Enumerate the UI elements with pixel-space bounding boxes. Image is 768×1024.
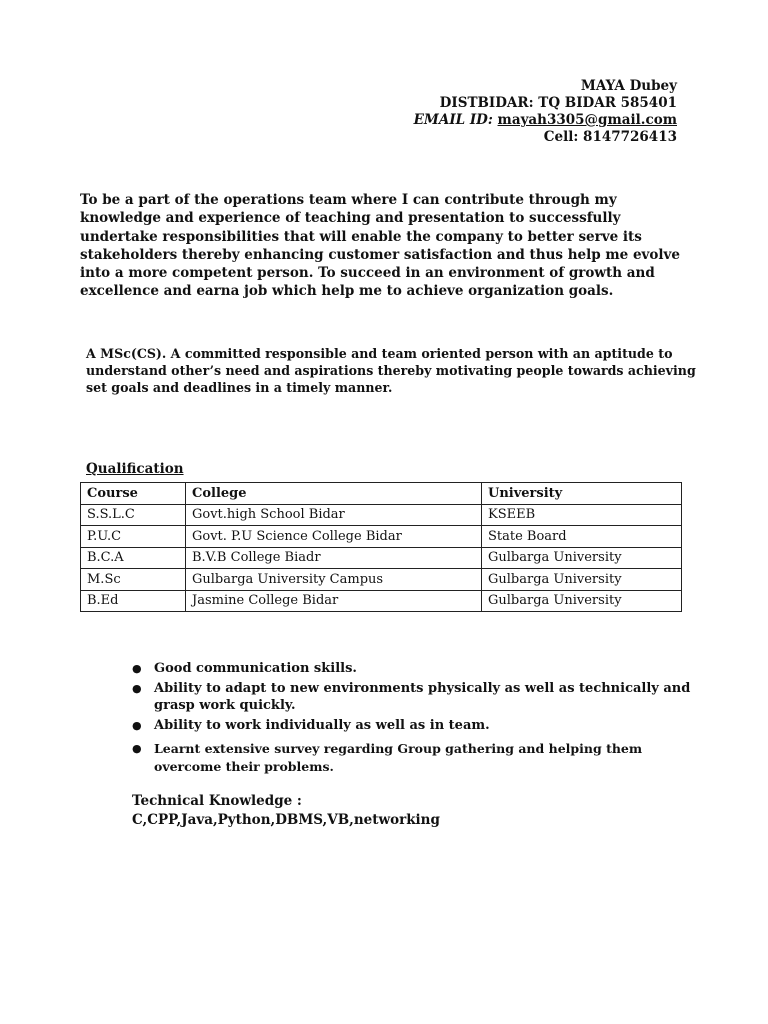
career-objective: To be a part of the operations team where I can contribute through my knowledge and experience of teaching and presentation to successfully undertake responsibilities that will enable the company to better serve its stakeholders thereby enhancing customer satisfaction and thus help me evolve into a more competent person. To succeed in an environment of growth and excellence and earna job which help me to achieve organization goals. [80,192,680,300]
skill-text: Ability to adapt to new environments physically as well as technically and grasp work quickly. [154,680,691,713]
list-item [132,680,697,715]
column-header-course: Course [81,483,186,505]
list-item [132,717,697,735]
list-item [132,740,697,775]
course-cell: B.Ed [81,590,186,612]
university-cell: State Board [482,526,682,548]
qualification-table [80,482,682,612]
technical-value: C,CPP,Java,Python,DBMS,VB,networking [132,811,440,828]
college-cell: B.V.B College Biadr [186,547,482,569]
skill-text: Good communication skills. [154,661,357,676]
technical-knowledge [132,792,440,829]
table-row [81,569,682,591]
candidate-name: MAYA Dubey [580,78,677,94]
college-cell: Govt.high School Bidar [186,504,482,526]
email-label: EMAIL ID: [413,112,493,128]
college-cell: Jasmine College Bidar [186,590,482,612]
university-cell: Gulbarga University [482,590,682,612]
table-row [81,547,682,569]
university-cell: Gulbarga University [482,547,682,569]
university-cell: KSEEB [482,504,682,526]
cell-line: Cell: 8147726413 [543,129,677,145]
email-link[interactable]: mayah3305@gmail.com [497,112,677,128]
table-header-row [81,483,682,505]
column-header-university: University [482,483,682,505]
bullet-icon: ● [132,718,142,732]
bullet-icon: ● [132,681,142,695]
qualification-heading: Qualification [86,461,184,477]
college-cell: Gulbarga University Campus [186,569,482,591]
list-item [132,660,697,678]
college-cell: Govt. P.U Science College Bidar [186,526,482,548]
course-cell: P.U.C [81,526,186,548]
skill-text: Learnt extensive survey regarding Group gathering and helping them overcome their problems. [154,741,643,774]
course-cell: M.Sc [81,569,186,591]
technical-label: Technical Knowledge : [132,793,302,809]
address-line: DISTBIDAR: TQ BIDAR 585401 [439,95,677,111]
table-row [81,504,682,526]
column-header-college: College [186,483,482,505]
email-line [414,112,677,129]
course-cell: S.S.L.C [81,504,186,526]
profile-summary: A MSc(CS). A committed responsible and team oriented person with an aptitude to understand other’s need and aspirations thereby motivating people towards achieving set goals and deadlines in a timely manner. [86,346,696,395]
university-cell: Gulbarga University [482,569,682,591]
skills-list [132,660,697,777]
table-row [81,590,682,612]
bullet-icon: ● [132,662,142,675]
bullet-icon: ● [132,742,142,755]
table-row [81,526,682,548]
course-cell: B.C.A [81,547,186,569]
skill-text: Ability to work individually as well as in team. [154,717,490,733]
